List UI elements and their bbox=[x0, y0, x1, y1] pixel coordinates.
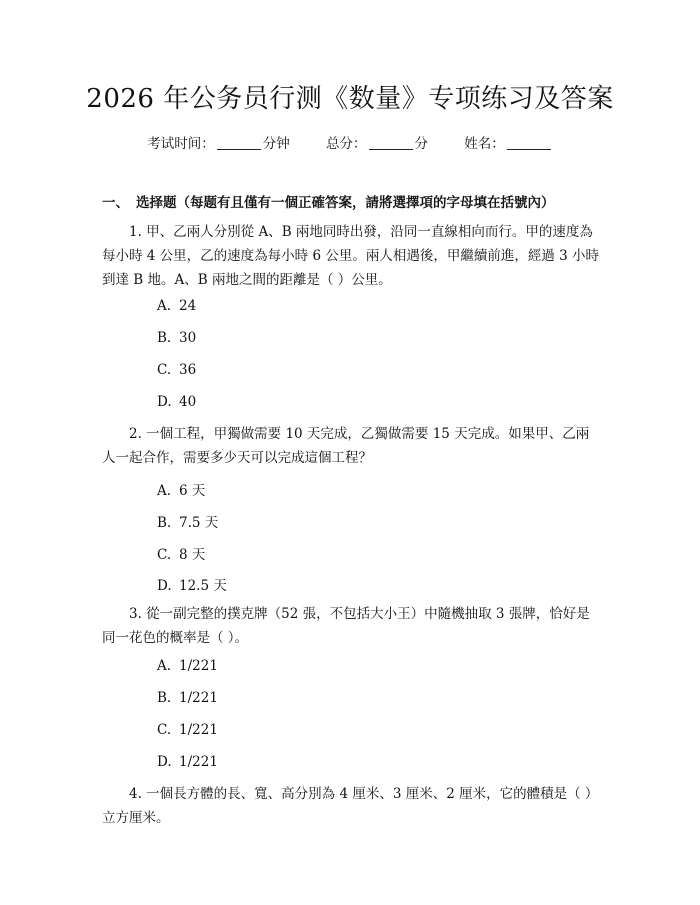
score-label: 总分： bbox=[326, 136, 367, 152]
option-letter: A. bbox=[157, 483, 172, 499]
option-letter: C. bbox=[157, 722, 172, 738]
option-letter: D. bbox=[157, 394, 172, 410]
page-title: 2026 年公务员行测《数量》专项练习及答案 bbox=[86, 84, 614, 114]
option-text: 36 bbox=[179, 362, 197, 378]
option-letter: A. bbox=[157, 298, 172, 314]
question-4: 4. 一個長方體的長、寬、高分別為 4 厘米、3 厘米、2 厘米，它的體積是（ ）立方厘米。 bbox=[102, 786, 599, 826]
question-1: 1. 甲、乙兩人分別從 A、B 兩地同時出發，沿同一直線相向而行。甲的速度為每小時 4 公里，乙的速度為每小時 6 公里。兩人相遇後，甲繼續前進，經過 3 小時到達 B 地。A、B 兩地之間的距離是（ ）公里。 bbox=[102, 224, 600, 288]
option-letter: C. bbox=[157, 362, 172, 378]
option-text: 1/221 bbox=[179, 722, 218, 738]
question-1-option-b bbox=[157, 330, 196, 346]
question-2-option-b bbox=[157, 511, 218, 531]
question-2-option-c bbox=[157, 543, 205, 563]
name-label: 姓名： bbox=[464, 136, 505, 152]
score-blank bbox=[369, 149, 413, 150]
question-3: 3. 從一副完整的撲克牌（52 張，不包括大小王）中隨機抽取 3 張牌，恰好是同一花色的概率是（ ）。 bbox=[102, 606, 590, 646]
question-3-option-b bbox=[157, 690, 218, 706]
option-letter: B. bbox=[157, 515, 172, 531]
option-letter: A. bbox=[157, 658, 172, 674]
score-field bbox=[326, 132, 428, 152]
score-unit: 分 bbox=[414, 136, 428, 152]
option-letter: C. bbox=[157, 547, 172, 563]
option-text: 1/221 bbox=[179, 690, 218, 706]
option-text: 30 bbox=[179, 330, 197, 346]
time-unit: 分钟 bbox=[262, 136, 290, 152]
time-label: 考试时间： bbox=[147, 136, 215, 152]
option-text: 6 天 bbox=[179, 483, 206, 499]
section-number: 一、 bbox=[102, 195, 129, 211]
option-text: 12.5 天 bbox=[179, 578, 227, 594]
question-1-option-d bbox=[157, 394, 196, 410]
question-1-option-c bbox=[157, 362, 196, 378]
name-blank bbox=[507, 149, 551, 150]
question-2: 2. 一個工程，甲獨做需要 10 天完成，乙獨做需要 15 天完成。如果甲、乙兩人一起合作，需要多少天可以完成這個工程？ bbox=[102, 426, 590, 466]
option-text: 24 bbox=[179, 298, 197, 314]
option-letter: B. bbox=[157, 330, 172, 346]
question-3-option-a bbox=[157, 658, 218, 674]
question-3-option-c bbox=[157, 722, 218, 738]
option-letter: D. bbox=[157, 578, 172, 594]
section-heading bbox=[102, 191, 555, 211]
question-2-option-a bbox=[157, 479, 205, 499]
option-text: 1/221 bbox=[179, 754, 218, 770]
name-field bbox=[464, 132, 553, 152]
option-text: 1/221 bbox=[179, 658, 218, 674]
question-1-option-a bbox=[157, 298, 196, 314]
option-text: 7.5 天 bbox=[179, 515, 219, 531]
question-2-option-d bbox=[157, 574, 227, 594]
option-text: 40 bbox=[179, 394, 197, 410]
question-3-option-d bbox=[157, 754, 218, 770]
section-heading-text: 选择题（每题有且僅有一個正確答案，請將選擇項的字母填在括號內） bbox=[136, 195, 555, 211]
option-letter: D. bbox=[157, 754, 172, 770]
time-field bbox=[147, 132, 290, 152]
time-blank bbox=[217, 149, 261, 150]
option-letter: B. bbox=[157, 690, 172, 706]
option-text: 8 天 bbox=[179, 547, 206, 563]
exam-meta bbox=[0, 132, 700, 152]
